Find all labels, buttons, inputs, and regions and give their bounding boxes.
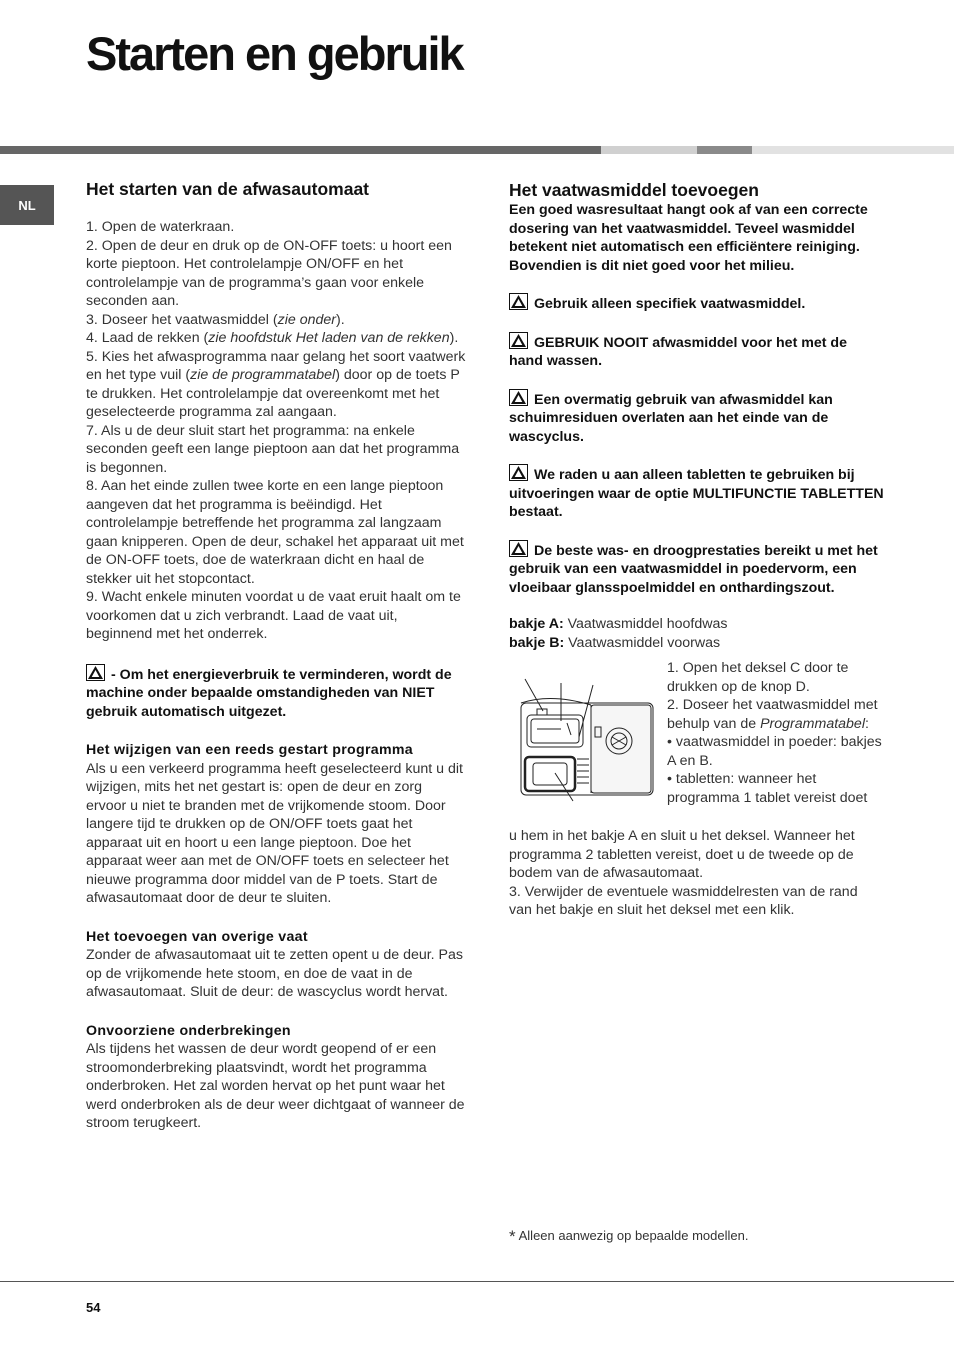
add-heading: Het toevoegen van overige vaat [86, 928, 308, 945]
warning-2: GEBRUIK NOOIT afwasmiddel voor het met de hand wassen. [509, 332, 884, 371]
step-7: 7. Als u de deur sluit start het programma: na enkele seconden geeft een lange pieptoon aan dat het programma is begonnen. [86, 422, 460, 476]
header-bar-mid [697, 146, 752, 154]
interrupt-text: Als tijdens het wassen de deur wordt geopend of er een stroomonderbreking plaatsvindt, wordt het programma onderbroken. Het zal worden hervat op het punt waar het werd onderbroken als de deur weer dichtgaat of wanneer de stroom terugkeert. [86, 1041, 465, 1131]
step-4: 4. Laad de rekken (zie hoofdstuk Het laden van de rekken). [86, 330, 459, 346]
detergent-intro: Een goed wasresultaat hangt ook af van een correcte dosering van het vaatwasmiddel. Teveel wasmiddel betekent niet automatisch een efficiëntere reiniging. Bovendien is dit niet goed voor het milieu. [509, 202, 868, 274]
step-2: 2. Open de deur en druk op de ON-OFF toets: u hoort een korte pieptoon. Het controlelampje ON/OFF en het controlelampje van de programma’s gaan voor enkele seconden aan. [86, 237, 452, 309]
dispenser-bullet-tablets: • tabletten: wanneer het programma 1 tablet vereist doet [667, 771, 868, 806]
step-8: 8. Aan het einde zullen twee korte en een lange pieptoon aangeven dat het programma is beëindigd. Het controlelampje betreffende het programma zal langzaam gaan knipperen. Open de deur, schakel het apparaat uit met de ON-OFF toets, doe de waterkraan dicht en haal de stekker uit het stopcontact. [86, 478, 464, 587]
footnote-text: Alleen aanwezig op bepaalde modellen. [518, 1228, 749, 1243]
header-bar-pale [752, 146, 954, 154]
page-title: Starten en gebruik [86, 27, 463, 80]
step-3: 3. Doseer het vaatwasmiddel (zie onder). [86, 311, 345, 328]
dispenser-step-3: 3. Verwijder de eventuele wasmiddelresten van de rand van het bakje en sluit het deksel met een klik. [509, 883, 858, 918]
change-heading: Het wijzigen van een reeds gestart programma [86, 742, 414, 758]
bakje-b: bakje B: Vaatwasmiddel voorwas [509, 634, 721, 651]
interrupt-heading: Onvoorziene onderbrekingen [86, 1022, 291, 1039]
warning-icon [509, 464, 528, 481]
dispenser-section [509, 659, 884, 827]
warning-icon [509, 332, 528, 349]
header-bar-light [601, 146, 697, 154]
language-tab: NL [0, 185, 54, 225]
section-heading-vaatwasmiddel: Het vaatwasmiddel toevoegen [509, 180, 759, 200]
dispenser-bullet-powder: • vaatwasmiddel in poeder: bakjes A en B. [667, 734, 882, 769]
bakje-a: bakje A: Vaatwasmiddel hoofdwas [509, 616, 728, 632]
step-5: 5. Kies het afwasprogramma naar gelang het soort vaatwerk en het type vuil (zie de programmatabel) door op de toets P te drukken. Het controlelampje dat overeenkomt met het geselecteerde programma zal aangaan. [86, 348, 466, 420]
warning-icon [509, 293, 528, 310]
detergent-dispenser-illustration [511, 663, 657, 808]
warning-3: Een overmatig gebruik van afwasmiddel kan schuimresiduen overlaten aan het einde van de wascyclus. [509, 389, 884, 447]
warning-icon [509, 389, 528, 406]
section-heading-starten: Het starten van de afwasautomaat [86, 179, 370, 199]
dispenser-steps [667, 659, 884, 807]
warning-1: Gebruik alleen specifiek vaatwasmiddel. [509, 293, 884, 314]
footnote-star: * [509, 1227, 516, 1246]
add-text: Zonder de afwasautomaat uit te zetten opent u de deur. Pas op de vrijkomende hete stoom, en doe de vaat in de afwasautomaat. Sluit de deur: de wascyclus wordt hervat. [86, 947, 464, 1000]
footnote [509, 1227, 748, 1247]
page-number: 54 [86, 1300, 101, 1315]
right-column [509, 179, 884, 920]
left-column [86, 178, 466, 1133]
warning-5: De beste was- en droogprestaties bereikt u met het gebruik van een vaatwasmiddel in poedervorm, een vloeibaar glansspoelmiddel en onthardingszout. [509, 540, 884, 598]
header-bar-dark [0, 146, 601, 154]
energy-note: - Om het energieverbruik te verminderen, wordt de machine onder bepaalde omstandigheden van NIET gebruik automatisch uitgezet. [86, 664, 466, 722]
footer-rule [0, 1281, 954, 1282]
dispenser-bullet-tablets-cont: u hem in het bakje A en sluit u het deksel. Wanneer het programma 2 tabletten vereist, doet u de tweede op de bodem van de afwasautomaat. [509, 828, 855, 881]
dispenser-step-2: 2. Doseer het vaatwasmiddel met behulp van de Programmatabel: [667, 697, 878, 732]
step-9: 9. Wacht enkele minuten voordat u de vaat eruit haalt om te voorkomen dat u zich verbrandt. Laad de vaat uit, beginnend met het onderrek. [86, 589, 461, 642]
dispenser-step-1: 1. Open het deksel C door te drukken op de knop D. [667, 660, 849, 695]
warning-icon [86, 664, 105, 681]
change-text: Als u een verkeerd programma heeft geselecteerd kunt u dit wijzigen, mits het net gestart is: open de deur en zorg ervoor u niet te branden met de vrijkomende stoom. Door langere tijd te drukken op de ON/OFF toets gaat het apparaat uit en hoort u een lange pieptoon. Doe het apparaat weer aan met de ON/OFF toets en selecteer het nieuwe programma door middel van de P toets. Start de afwasautomaat door de deur te sluiten. [86, 760, 463, 906]
step-1: 1. Open de waterkraan. [86, 219, 235, 235]
warning-icon [509, 540, 528, 557]
warning-4: We raden u aan alleen tabletten te gebruiken bij uitvoeringen waar de optie MULTIFUNCTIE TABLETTEN bestaat. [509, 464, 884, 522]
